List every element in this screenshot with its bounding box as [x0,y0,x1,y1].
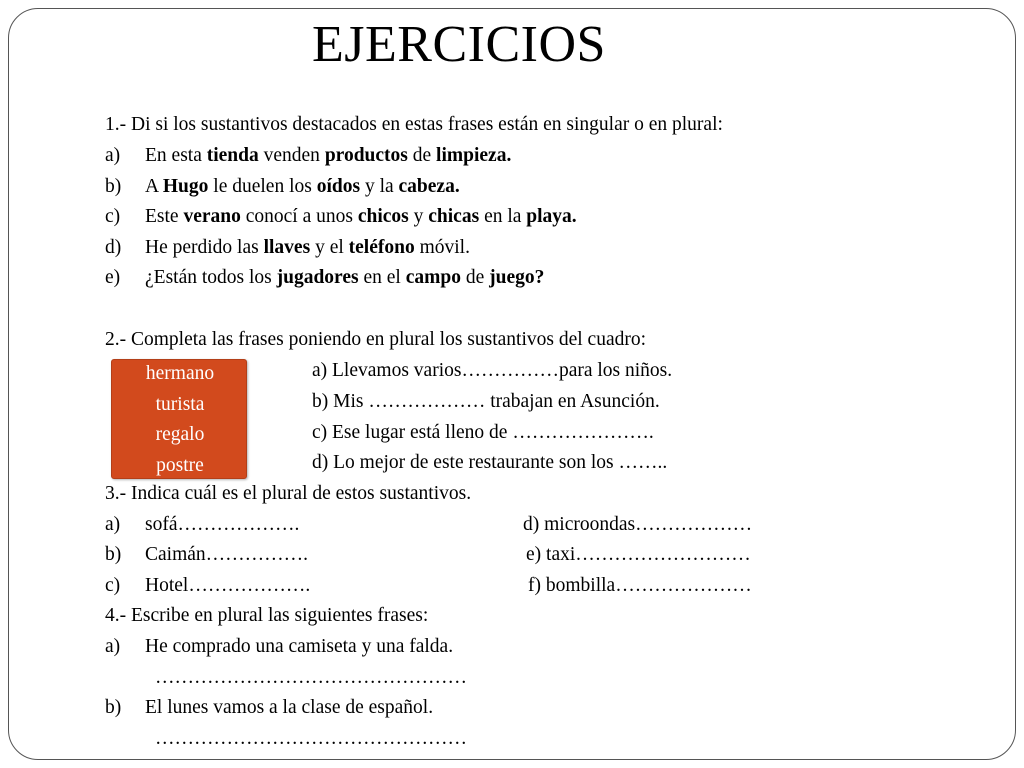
word-box-item: regalo [155,424,205,445]
ex2-sentence-c: c) Ese lugar está lleno de …………………. [312,422,654,443]
ex4-item-a-label: a) [105,636,121,657]
ex1-item-e: ¿Están todos los jugadores en el campo de juego? [145,267,545,288]
ex1-item-a-label: a) [105,145,121,166]
ex1-item-d: He perdido las llaves y el teléfono móvil. [145,237,470,258]
ex1-item-b-label: b) [105,176,122,197]
ex2-sentence-a: a) Llevamos varios……………para los niños. [312,360,673,381]
page-title: EJERCICIOS [312,16,606,73]
exercise-1-heading: 1.- Di si los sustantivos destacados en estas frases están en singular o en plural: [105,114,723,135]
ex1-item-b: A Hugo le duelen los oídos y la cabeza. [145,176,460,197]
ex1-item-e-label: e) [105,267,121,288]
ex1-item-a: En esta tienda venden productos de limpieza. [145,145,512,166]
ex4-answer-line-b: ………………………………………… [155,728,467,749]
ex3-item-b-label: b) [105,544,122,565]
ex3-item-f: f) bombilla………………… [528,575,752,596]
word-box-item: turista [155,394,205,415]
ex2-sentence-d: d) Lo mejor de este restaurante son los …….. [312,452,668,473]
ex4-answer-line-a: ………………………………………… [155,667,467,688]
ex1-item-c: Este verano conocí a unos chicos y chicas en la playa. [145,206,577,227]
ex3-item-c: Hotel………………. [145,575,311,596]
ex3-item-e: e) taxi……………………… [526,544,751,565]
ex2-sentence-b: b) Mis ……………… trabajan en Asunción. [312,391,660,412]
ex4-item-a: He comprado una camiseta y una falda. [145,636,454,657]
ex3-item-a-label: a) [105,514,121,535]
ex4-item-b-label: b) [105,697,122,718]
exercise-3-heading: 3.- Indica cuál es el plural de estos sustantivos. [105,483,472,504]
word-box-item: postre [156,455,204,476]
exercise-4-heading: 4.- Escribe en plural las siguientes frases: [105,605,429,626]
ex1-item-c-label: c) [105,206,121,227]
word-box-item: hermano [145,363,215,384]
ex3-item-d: d) microondas……………… [523,514,753,535]
ex3-item-b: Caimán……………. [145,544,309,565]
word-box [111,359,247,479]
ex4-item-b: El lunes vamos a la clase de español. [145,697,434,718]
ex3-item-c-label: c) [105,575,121,596]
ex1-item-d-label: d) [105,237,122,258]
ex3-item-a: sofá………………. [145,514,300,535]
exercise-2-heading: 2.- Completa las frases poniendo en plural los sustantivos del cuadro: [105,329,647,350]
